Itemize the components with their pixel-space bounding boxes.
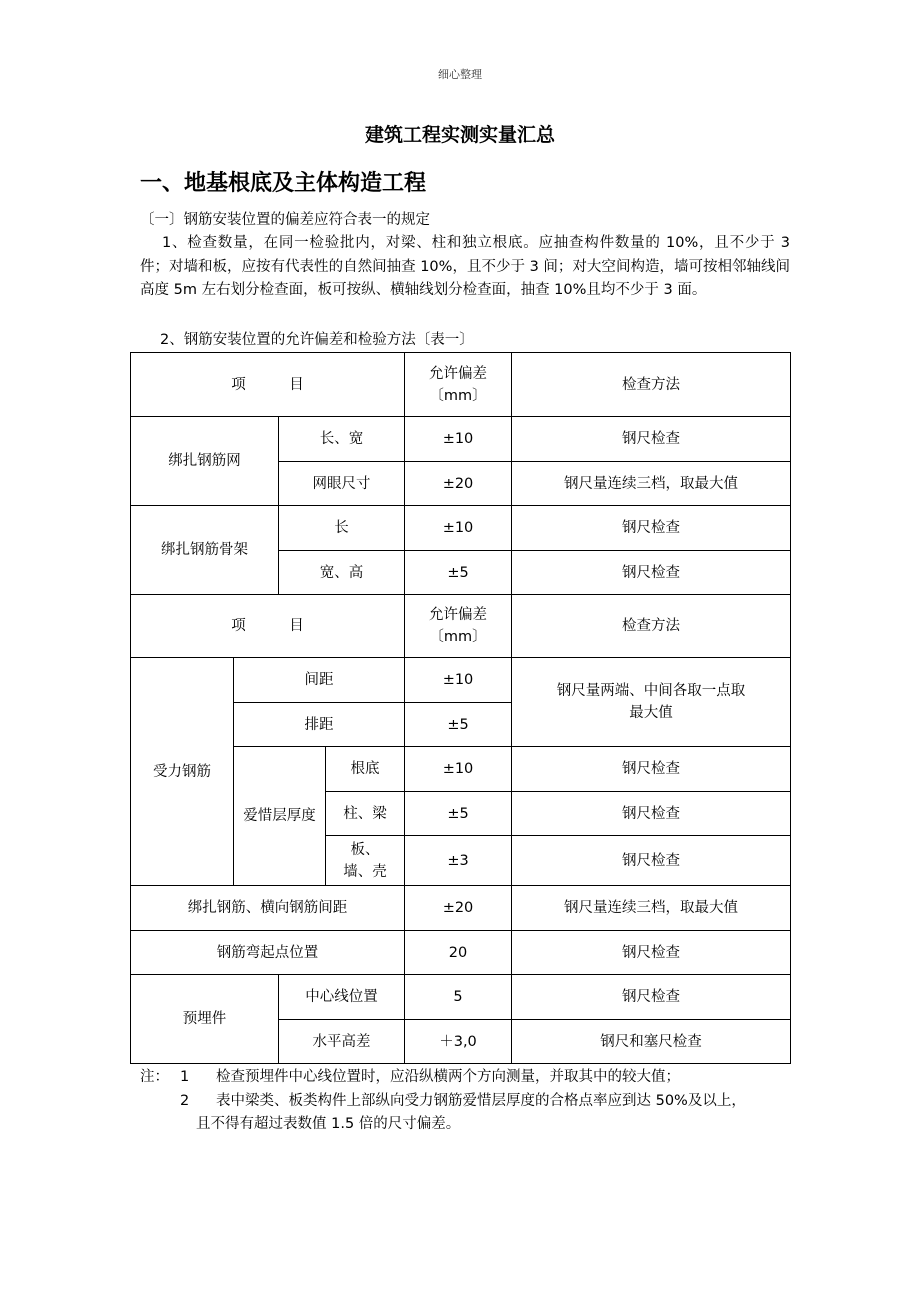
tolerance-cell: ±5 [405,703,512,747]
centerline-position: 中心线位置 [279,975,405,1020]
tolerance-cell: ±5 [405,551,512,595]
method-cell: 钢尺检查 [512,506,791,551]
table-row [131,417,791,462]
cover-foundation: 根底 [326,747,405,792]
table-row [131,931,791,975]
tolerance-table [130,352,791,1064]
cage-width-height: 宽、高 [279,551,405,595]
method-cell: 钢尺检查 [512,792,791,836]
table-row [131,975,791,1020]
note-number: 2 [180,1092,190,1109]
tolerance-cell: ±10 [405,506,512,551]
cage-length: 长 [279,506,405,551]
tolerance-cell: ±20 [405,886,512,931]
tolerance-cell: ±20 [405,462,512,506]
note-item [140,1090,800,1114]
note-text: 表中梁类、板类构件上部纵向受力钢筋爱惜层厚度的合格点率应到达 50%及以上， [216,1092,746,1109]
table-caption: 2、钢筋安装位置的允许偏差和检验方法〔表一〕 [160,332,474,348]
mesh-length-width: 长、宽 [279,417,405,462]
group-mesh: 绑扎钢筋网 [131,417,279,506]
group-cage: 绑扎钢筋骨架 [131,506,279,595]
tolerance-cell: ±10 [405,747,512,792]
method-cell: 钢尺检查 [512,975,791,1020]
method-cell: 钢尺检查 [512,931,791,975]
method-cell: 钢尺量连续三档，取最大值 [512,462,791,506]
bend-point: 钢筋弯起点位置 [131,931,405,975]
note-lead: 注： [140,1069,169,1085]
table-header-row [131,353,791,417]
tolerance-cell: ±10 [405,417,512,462]
sub-heading: 〔一〕钢筋安装位置的偏差应符合表一的规定 [140,212,430,228]
stirrup-spacing: 绑扎钢筋、横向钢筋间距 [131,886,405,931]
row-spacing: 排距 [234,703,405,747]
level-difference: 水平高差 [279,1020,405,1064]
method-cell: 钢尺和塞尺检查 [512,1020,791,1064]
note-number: 1 [180,1069,190,1085]
tolerance-cell: ±10 [405,658,512,703]
table-header-row [131,595,791,658]
section-heading: 一、地基根底及主体构造工程 [140,171,427,196]
header-item: 项 目 [131,353,405,417]
note-text: 检查预埋件中心线位置时，应沿纵横两个方向测量，并取其中的较大值； [216,1069,680,1085]
method-cell: 钢尺量两端、中间各取一点取最大值 [512,658,791,747]
header-method: 检查方法 [512,595,791,658]
table-row [131,506,791,551]
tolerance-cell: ±5 [405,792,512,836]
document-title: 建筑工程实测实量汇总 [364,124,555,146]
header-note: 细心整理 [438,68,482,81]
cover-column-beam: 柱、梁 [326,792,405,836]
method-cell: 钢尺检查 [512,551,791,595]
table-row [131,886,791,931]
note-item [140,1066,800,1090]
mesh-opening: 网眼尺寸 [279,462,405,506]
header-tolerance: 允许偏差〔mm〕 [405,595,512,658]
method-cell: 钢尺检查 [512,836,791,886]
tolerance-cell: ±3 [405,836,512,886]
cover-thickness: 爱惜层厚度 [234,747,326,886]
table-notes [140,1066,800,1137]
method-cell: 钢尺检查 [512,417,791,462]
header-item: 项 目 [131,595,405,658]
note-continuation: 且不得有超过表数值 1.5 倍的尺寸偏差。 [196,1116,461,1132]
method-cell: 钢尺量连续三档，取最大值 [512,886,791,931]
tolerance-cell: 5 [405,975,512,1020]
table-row [131,658,791,703]
method-cell: 钢尺检查 [512,747,791,792]
tolerance-cell: ＋3,0 [405,1020,512,1064]
cover-slab-wall-shell: 板、墙、壳 [326,836,405,886]
spacing: 间距 [234,658,405,703]
group-force: 受力钢筋 [131,658,234,886]
header-method: 检查方法 [512,353,791,417]
tolerance-cell: 20 [405,931,512,975]
group-embedded: 预埋件 [131,975,279,1064]
inspection-quantity-paragraph: 1、检查数量，在同一检验批内，对梁、柱和独立根底。应抽查构件数量的 10%，且不少于 3 件；对墙和板，应按有代表性的自然间抽查 10%，且不少于 3 间；对大空间构造，墙可按相邻轴线间高度 5m 左右划分检查面，板可按纵、横轴线划分检查面，抽查 10%且均不少于 3 面。 [140,235,790,298]
header-tolerance: 允许偏差〔mm〕 [405,353,512,417]
